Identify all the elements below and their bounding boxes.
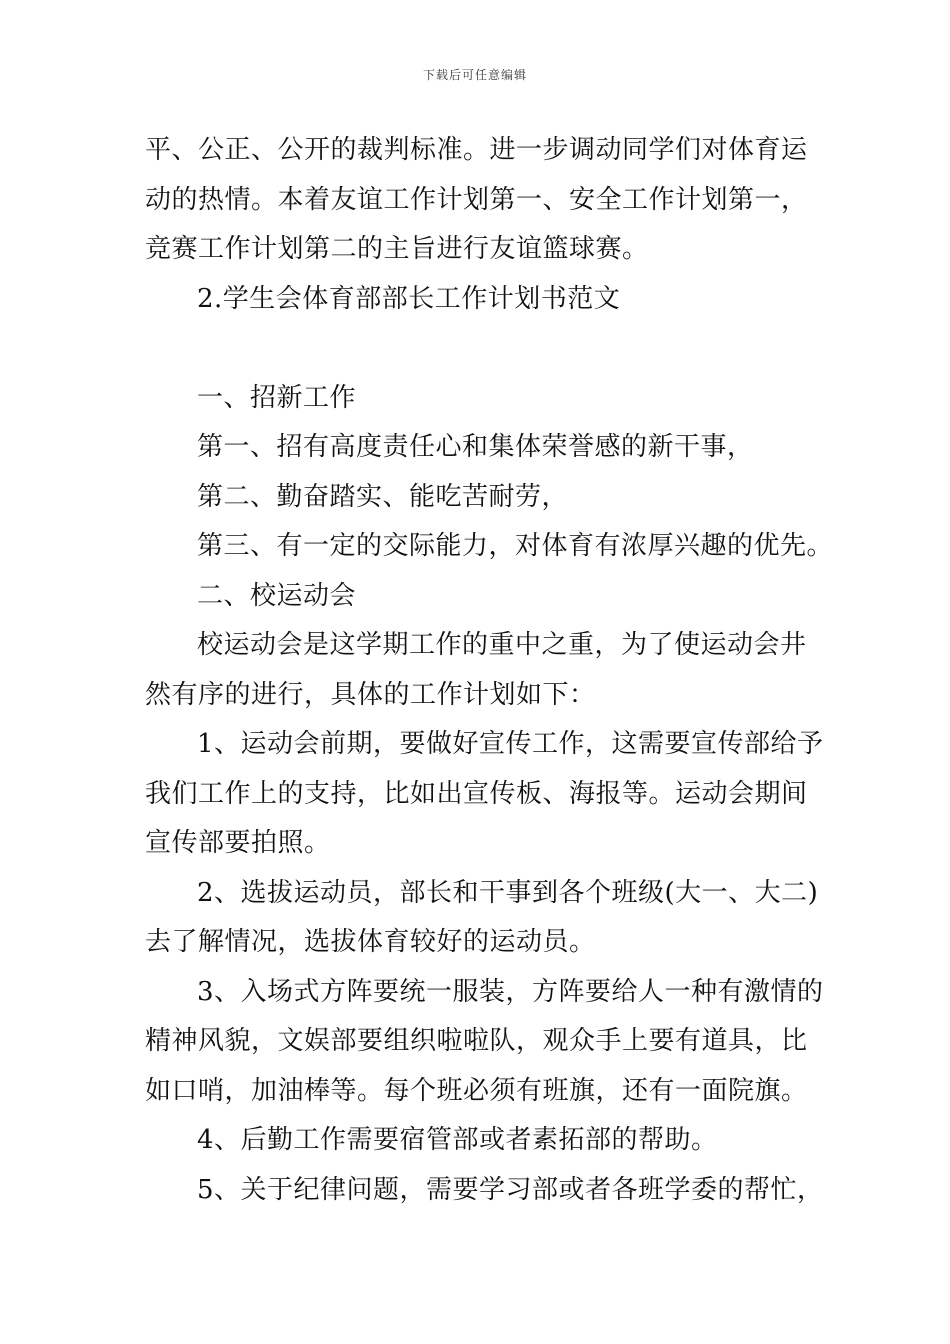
heading-recruitment: 一、招新工作 bbox=[197, 382, 357, 413]
list-item: 2、选拔运动员，部长和干事到各个班级(大一、大二) bbox=[197, 877, 819, 908]
paragraph-line: 第一、招有高度责任心和集体荣誉感的新干事， bbox=[197, 432, 754, 462]
paragraph-line: 平、公正、公开的裁判标准。进一步调动同学们对体育运 bbox=[145, 135, 808, 165]
paragraph-line: 动的热情。本着友谊工作计划第一、安全工作计划第一， bbox=[145, 184, 808, 215]
paragraph-line: 第二、勤奋踏实、能吃苦耐劳， bbox=[197, 481, 569, 512]
list-item: 4、后勤工作需要宿管部或者素拓部的帮助。 bbox=[197, 1125, 718, 1155]
heading-sports-meet: 二、校运动会 bbox=[197, 580, 357, 611]
paragraph-line: 然有序的进行，具体的工作计划如下： bbox=[145, 679, 596, 710]
paragraph-line: 如口哨，加油棒等。每个班必须有班旗，还有一面院旗。 bbox=[145, 1075, 808, 1106]
paragraph-line: 宣传部要拍照。 bbox=[145, 828, 331, 858]
list-item: 1、运动会前期，要做好宣传工作，这需要宣传部给予 bbox=[197, 729, 824, 759]
paragraph-line: 校运动会是这学期工作的重中之重，为了使运动会井 bbox=[197, 630, 807, 660]
list-item: 5、关于纪律问题，需要学习部或者各班学委的帮忙， bbox=[197, 1174, 824, 1205]
page-header-note: 下载后可任意编辑 bbox=[422, 68, 527, 82]
paragraph-line: 去了解情况，选拔体育较好的运动员。 bbox=[145, 927, 596, 957]
blank-line bbox=[145, 324, 810, 374]
document-body bbox=[145, 126, 834, 1215]
list-item: 3、入场式方阵要统一服装，方阵要给人一种有激情的 bbox=[197, 976, 824, 1007]
paragraph-line: 精神风貌，文娱部要组织啦啦队，观众手上要有道具，比 bbox=[145, 1026, 808, 1056]
paragraph-line: 竞赛工作计划第二的主旨进行友谊篮球赛。 bbox=[145, 234, 649, 264]
paragraph-line: 第三、有一定的交际能力，对体育有浓厚兴趣的优先。 bbox=[197, 531, 834, 561]
section-title: 2.学生会体育部部长工作计划书范文 bbox=[197, 283, 621, 314]
paragraph-line: 我们工作上的支持，比如出宣传板、海报等。运动会期间 bbox=[145, 778, 808, 809]
